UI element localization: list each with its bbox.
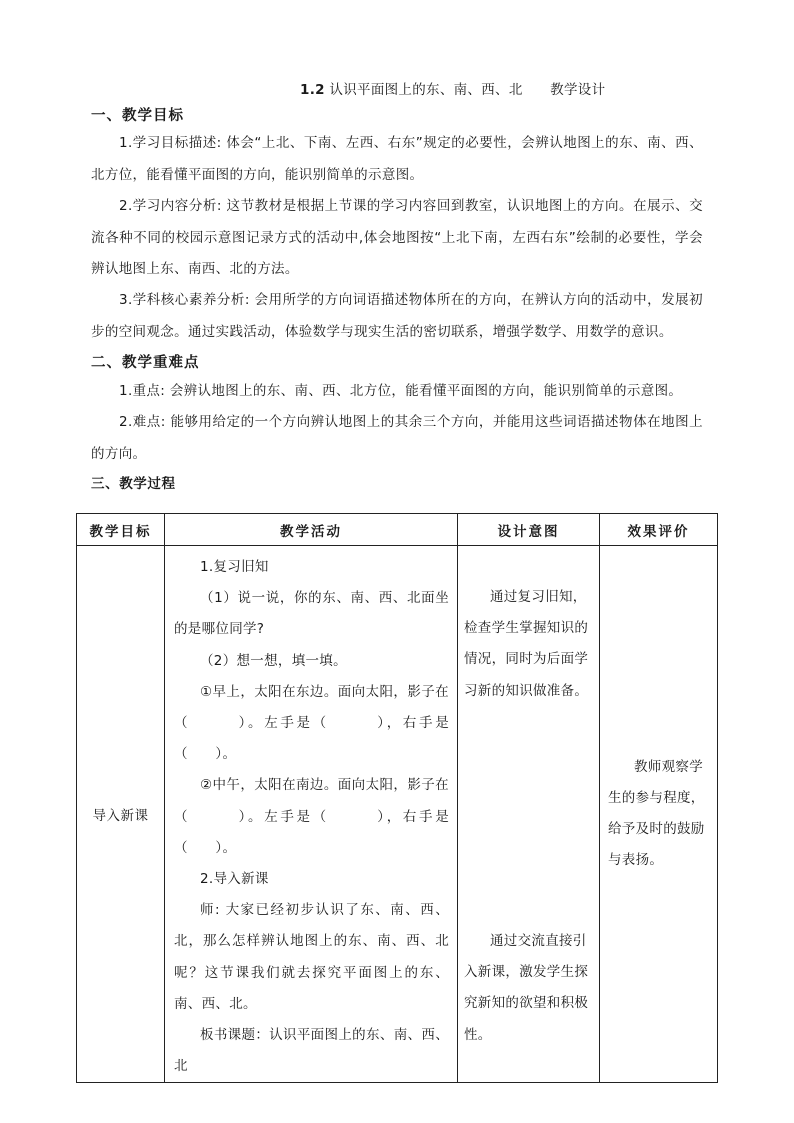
header-cell-activity: 教学活动 — [165, 514, 458, 546]
header-cell-design: 设计意图 — [458, 514, 600, 546]
keypoint-paragraph-2: 2.难点: 能够用给定的一个方向辨认地图上的其余三个方向，并能用这些词语描述物体在地图上的方向。 — [91, 414, 703, 462]
activity-cell — [165, 546, 458, 1083]
activity-line: 2.导入新课 — [200, 871, 269, 888]
title-text: 认识平面图上的东、南、西、北 教学设计 — [324, 82, 606, 98]
stage-cell: 导入新课 — [77, 546, 165, 1083]
document-title — [300, 78, 605, 98]
activity-line: ②中午，太阳在南边。面向太阳，影子在（ ）。左手是（ ），右手是（ ）。 — [174, 777, 449, 856]
goal-paragraph-2: 2.学习内容分析: 这节教材是根据上节课的学习内容回到教室，认识地图上的方向。在展示、交流各种不同的校园示意图记录方式的活动中,体会地图按“上北下南，左西右东”绘制的必要性，学会辨认地图上东、南西、北的方法。 — [91, 198, 703, 277]
evaluation-cell — [600, 546, 718, 1083]
title-number: 1.2 — [300, 82, 325, 98]
activity-line: ①早上，太阳在东边。面向太阳，影子在（ ）。左手是（ ），右手是（ ）。 — [174, 683, 449, 763]
activity-line: 板书课题：认识平面图上的东、南、西、北 — [174, 1027, 449, 1075]
header-cell-goal: 教学目标 — [77, 514, 165, 546]
activity-line: （2）想一想，填一填。 — [200, 652, 347, 669]
table-header-row — [77, 514, 718, 546]
design-intent-2: 通过交流直接引入新课，激发学生探究新知的欲望和积极性。 — [464, 933, 589, 1043]
design-cell — [458, 546, 600, 1083]
section-heading-keypoints: 二、教学重难点 — [91, 355, 200, 371]
table-row — [77, 546, 718, 1083]
evaluation-text: 教师观察学生的参与程度，给予及时的鼓励与表扬。 — [608, 758, 705, 869]
activity-line: （1）说一说，你的东、南、西、北面坐的是哪位同学? — [174, 590, 449, 638]
teaching-process-table — [76, 513, 718, 1083]
section-heading-process: 三、教学过程 — [91, 476, 176, 492]
goal-paragraph-1: 1.学习目标描述: 体会“上北、下南、左西、右东”规定的必要性，会辨认地图上的东、南、西、北方位，能看懂平面图的方向，能识别简单的示意图。 — [91, 135, 703, 183]
keypoint-paragraph-1: 1.重点: 会辨认地图上的东、南、西、北方位，能看懂平面图的方向，能识别简单的示意图。 — [119, 383, 683, 399]
goal-paragraph-3: 3.学科核心素养分析: 会用所学的方向词语描述物体所在的方向，在辨认方向的活动中，发展初步的空间观念。通过实践活动，体验数学与现实生活的密切联系，增强学数学、用数学的意识。 — [91, 292, 703, 340]
design-intent-1: 通过复习旧知，检查学生掌握知识的情况，同时为后面学习新的知识做准备。 — [464, 589, 589, 699]
activity-line: 师: 大家已经初步认识了东、南、西、北，那么怎样辨认地图上的东、南、西、北呢？这节课我们就去探究平面图上的东、南、西、北。 — [174, 902, 449, 1012]
header-cell-evaluation: 效果评价 — [600, 514, 718, 546]
activity-line: 1.复习旧知 — [200, 559, 269, 575]
section-heading-goals: 一、教学目标 — [91, 108, 184, 124]
